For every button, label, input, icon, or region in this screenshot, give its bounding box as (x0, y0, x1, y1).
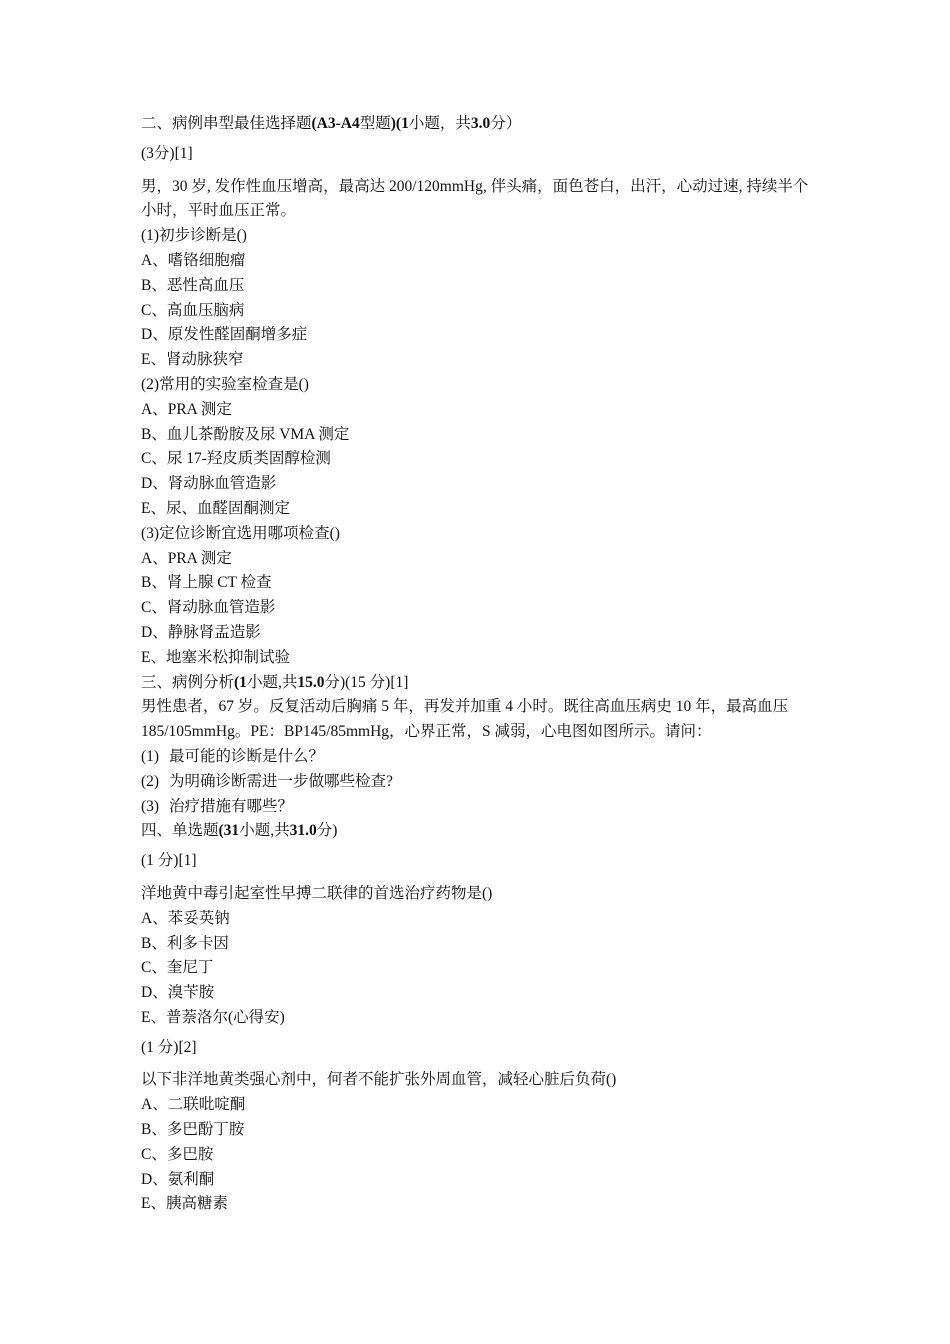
option-b: B、血儿茶酚胺及尿 VMA 测定 (141, 425, 350, 443)
option-e: E、普萘洛尔(心得安) (141, 1008, 285, 1026)
option-e: E、肾动脉狭窄 (141, 351, 244, 369)
option-b: B、恶性高血压 (141, 276, 245, 294)
score-label: (3分)[1] (141, 144, 193, 162)
heading-text: 分) (316, 822, 338, 840)
analysis-question-1 (141, 745, 813, 770)
option-a: A、嗜铬细胞瘤 (141, 251, 246, 269)
option-a: A、PRA 测定 (141, 400, 232, 418)
option-b: B、肾上腺 CT 检查 (141, 574, 272, 592)
option-c: C、尿 17-羟皮质类固醇检测 (141, 450, 331, 468)
option-e: E、尿、血醛固酮测定 (141, 499, 290, 517)
case-stem: 男性患者，67 岁。反复活动后胸痛 5 年，再发并加重 4 小时。既往高血压病史 10 年，最高血压 185/105mmHg。PE：BP145/85mmHg，心界正常，S 减弱，心电图如图所示。请问： (141, 698, 789, 741)
heading-text: 型题 (359, 115, 391, 132)
option-a: A、二联吡啶酮 (141, 1096, 246, 1114)
case-stem: 男，30 岁, 发作性血压增高，最高达 200/120mmHg, 伴头痛，面色苍白，出汗，心动过速, 持续半个小时，平时血压正常。 (141, 177, 809, 220)
option-c: C、高血压脑病 (141, 301, 245, 319)
heading-text: )(1 (390, 115, 409, 132)
option-e: E、地塞米松抑制试验 (141, 648, 290, 666)
option-d: D、溴苄胺 (141, 984, 215, 1002)
option-b: B、利多卡因 (141, 934, 229, 952)
option-e: E、胰高糖素 (141, 1195, 228, 1213)
question-number: (3) (141, 797, 160, 815)
question-text: 最可能的诊断是什么？ (169, 747, 325, 765)
heading-text: 二、病例串型最佳选择题 (141, 115, 312, 132)
question-text: 以下非洋地黄类强心剂中，何者不能扩张外周血管，减轻心脏后负荷() (141, 1071, 617, 1089)
heading-text: (1 (234, 673, 247, 691)
heading-text: 小题，共 (408, 115, 471, 132)
option-d: D、原发性醛固酮增多症 (141, 326, 308, 344)
question-number: (2) (141, 772, 160, 790)
option-a: A、苯妥英钠 (141, 909, 230, 927)
question-2: (2)常用的实验室检查是() (141, 375, 309, 393)
question-text: 为明确诊断需进一步做哪些检查? (169, 772, 393, 790)
heading-text: (31 (218, 822, 240, 840)
section-3-heading (141, 671, 813, 696)
heading-text: 小题,共 (239, 822, 290, 840)
option-d: D、肾动脉血管造影 (141, 475, 277, 493)
heading-text: 15.0 (297, 673, 325, 691)
score-label: (1 分)[2] (141, 1038, 197, 1056)
heading-text: 分)(15 分)[1] (324, 673, 409, 691)
heading-text: 四、单选题 (141, 822, 219, 840)
heading-text: 分） (490, 115, 522, 132)
option-b: B、多巴酚丁胺 (141, 1121, 245, 1139)
document-page (141, 112, 813, 1217)
question-text: 治疗措施有哪些？ (169, 797, 294, 815)
option-a: A、PRA 测定 (141, 549, 232, 567)
heading-text: 三、病例分析 (141, 673, 235, 691)
section-4-heading (141, 819, 813, 844)
heading-text: 31.0 (289, 822, 317, 840)
question-number: (1) (141, 747, 160, 765)
question-3: (3)定位诊断宜选用哪项检查() (141, 524, 340, 542)
analysis-question-3 (141, 795, 813, 820)
option-d: D、氨利酮 (141, 1170, 215, 1188)
option-c: C、奎尼丁 (141, 959, 214, 977)
option-c: C、多巴胺 (141, 1145, 214, 1163)
option-d: D、静脉肾盂造影 (141, 623, 261, 641)
analysis-question-2 (141, 770, 813, 795)
heading-text: 小题,共 (246, 673, 298, 691)
section-2-heading (141, 112, 813, 137)
heading-text: 3.0 (470, 115, 491, 132)
score-label: (1 分)[1] (141, 852, 197, 870)
question-1: (1)初步诊断是() (141, 227, 247, 245)
question-text: 洋地黄中毒引起室性早搏二联律的首选治疗药物是() (141, 884, 493, 902)
option-c: C、肾动脉血管造影 (141, 599, 276, 617)
heading-text: (A3-A4 (311, 115, 360, 132)
